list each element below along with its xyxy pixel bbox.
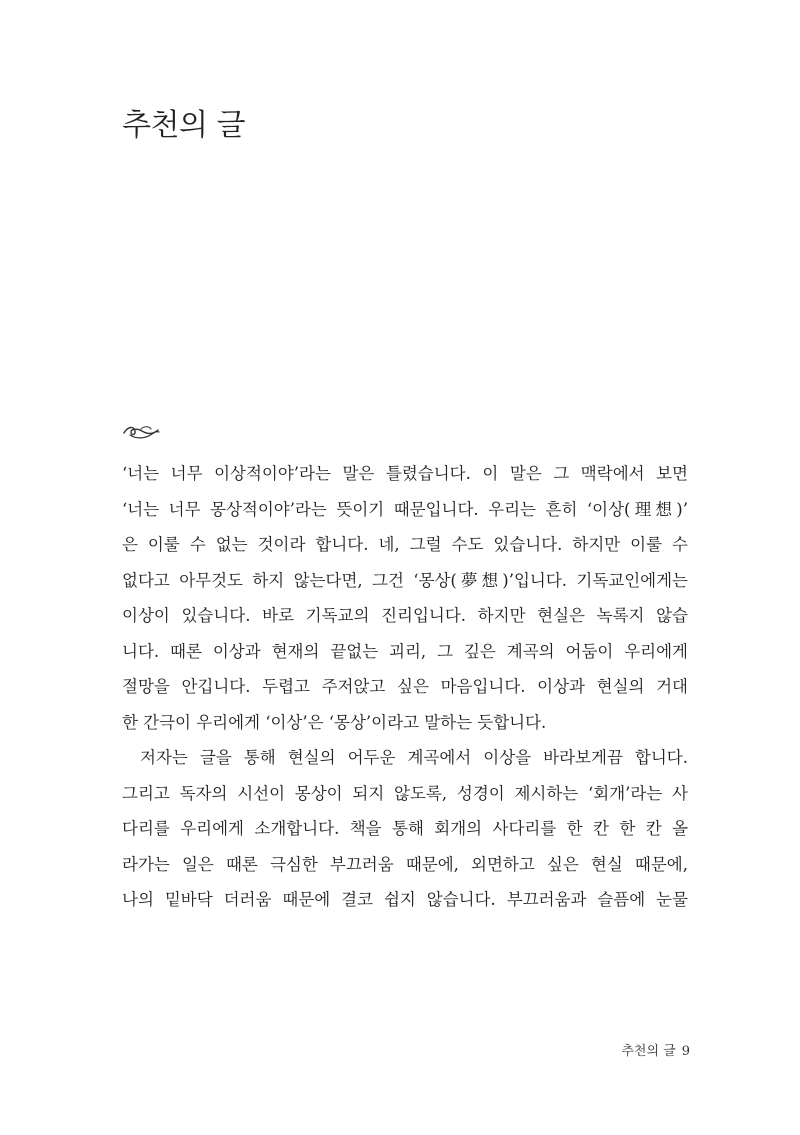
running-head: 추천의 글 (621, 1044, 676, 1059)
text-line: 나의 밑바닥 더러움 때문에 결코 쉽지 않습니다. 부끄러움과 슬픔에 눈물 (122, 890, 688, 909)
text-line: ‘너는 너무 몽상적이야’라는 뜻이기 때문입니다. 우리는 흔히 ‘이상(理想)’ (122, 499, 688, 519)
text-line: 이상이 있습니다. 바로 기독교의 진리입니다. 하지만 현실은 녹록지 않습 (122, 606, 688, 625)
text-line: 다리를 우리에게 소개합니다. 책을 통해 회개의 사다리를 한 칸 한 칸 올 (122, 819, 688, 838)
body-text (122, 456, 688, 918)
text-line: 한 간극이 우리에게 ‘이상’은 ‘몽상’이라고 말하는 듯합니다. (122, 712, 547, 732)
text-line: 은 이룰 수 없는 것이라 합니다. 네, 그럴 수도 있습니다. 하지만 이룰 수 (122, 535, 688, 554)
text-line: 그리고 독자의 시선이 몽상이 되지 않도록, 성경이 제시하는 ‘회개’라는 사 (122, 783, 688, 803)
text-line: 라가는 일은 때론 극심한 부끄러움 때문에, 외면하고 싶은 현실 때문에, (122, 854, 688, 874)
flourish-ornament-icon (121, 420, 161, 442)
text-line: 절망을 안깁니다. 두렵고 주저앉고 싶은 마음입니다. 이상과 현실의 거대 (122, 677, 688, 696)
page-footer (621, 1040, 690, 1059)
page-number: 9 (681, 1044, 690, 1059)
text-line: ‘너는 너무 이상적이야’라는 말은 틀렸습니다. 이 말은 그 맥락에서 보면 (122, 464, 688, 483)
text-line: 없다고 아무것도 하지 않는다면, 그건 ‘몽상(夢想)’입니다. 기독교인에게는 (122, 570, 688, 590)
text-line: 저자는 글을 통해 현실의 어두운 계곡에서 이상을 바라보게끔 합니다. (140, 748, 688, 767)
text-line: 니다. 때론 이상과 현재의 끝없는 괴리, 그 깊은 계곡의 어둠이 우리에게 (122, 641, 688, 661)
chapter-title: 추천의 글 (122, 108, 245, 143)
